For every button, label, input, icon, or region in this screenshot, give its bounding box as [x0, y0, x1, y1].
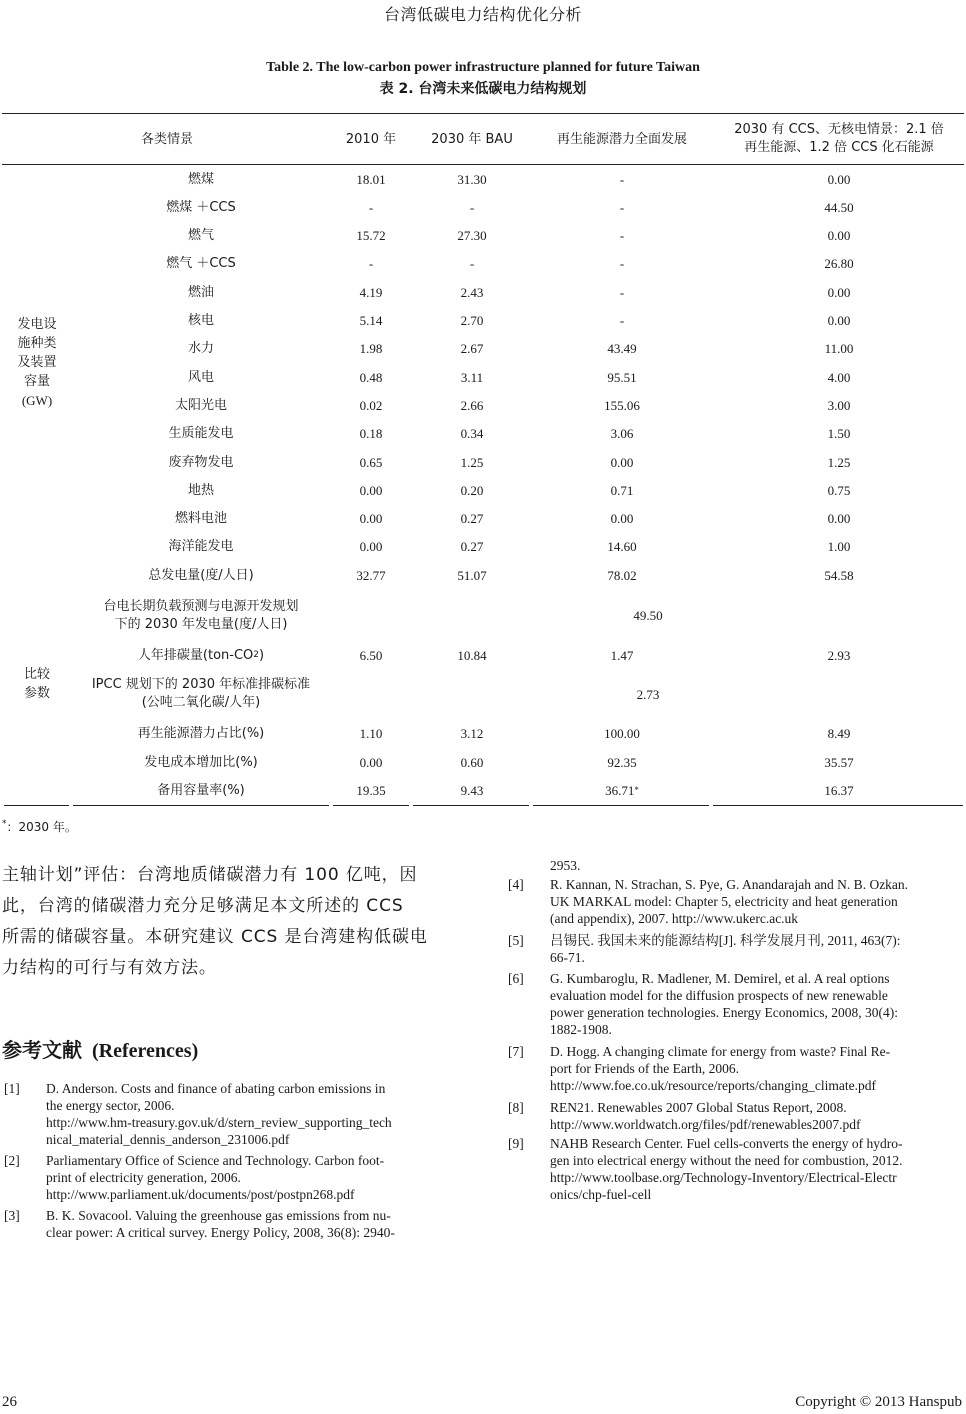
reference-text — [46, 1207, 395, 1241]
emission-label-close: ) — [259, 647, 265, 663]
row-ren: 14.60 — [607, 539, 637, 555]
row-label: 风电 — [187, 369, 214, 385]
row-ccs: 0.00 — [827, 228, 851, 244]
group-capacity-line: 容量 — [23, 373, 50, 389]
row-ccs: 11.00 — [824, 341, 854, 357]
reference-entry — [4, 1080, 464, 1148]
emission-bau: 10.84 — [457, 647, 487, 663]
taipower-label-line1: 台电长期负载预测与电源开发规划 — [103, 599, 299, 614]
ipcc-label — [72, 674, 330, 714]
table-top-rule — [2, 113, 964, 114]
row-ren: 155.06 — [604, 397, 640, 413]
reference-line: http://www.parliament.uk/documents/post/postpn268.pdf — [46, 1187, 355, 1202]
row-bau: 2.43 — [460, 284, 484, 300]
reference-entry — [508, 876, 966, 927]
cost-ren: 92.35 — [607, 754, 637, 770]
renew-share-bau: 3.12 — [460, 725, 484, 741]
reference-line: 1882-1908. — [550, 1022, 612, 1037]
row-ccs: 0.00 — [827, 171, 851, 187]
taipower-label-line2: 下的 2030 年发电量(度/人日) — [114, 617, 288, 632]
total-2010: 32.77 — [356, 567, 386, 583]
reserve-ren-mark: * — [634, 784, 639, 795]
row-ren: - — [619, 313, 625, 328]
reference-number: [4] — [508, 877, 524, 892]
reference-line: http://www.hm-treasury.gov.uk/d/stern_review_supporting_tech — [46, 1115, 392, 1130]
row-2010: - — [368, 256, 374, 272]
header-2010: 2010 年 — [345, 131, 397, 147]
row-ren: 95.51 — [607, 369, 637, 385]
row-label: 生质能发电 — [168, 426, 234, 442]
reference-line: nical_material_dennis_anderson_231006.pdf — [46, 1132, 290, 1147]
row-ren: 0.00 — [610, 511, 634, 527]
reference-text — [550, 876, 908, 927]
row-ccs: 1.00 — [827, 539, 851, 555]
row-label: 燃料电池 — [174, 511, 227, 527]
reference-number: [8] — [508, 1100, 524, 1115]
row-ren: - — [619, 256, 625, 272]
row-label: 废弃物发电 — [168, 454, 234, 470]
table-bottom-rule-f — [713, 805, 963, 806]
taipower-value: 49.50 — [633, 607, 663, 623]
reserve-ren — [532, 779, 712, 801]
row-ren: - — [619, 199, 625, 215]
reference-number: [7] — [508, 1044, 524, 1059]
row-ren: 3.06 — [610, 426, 634, 442]
group-capacity-line: (GW) — [21, 392, 53, 408]
references-heading-en: (References) — [92, 1040, 199, 1062]
reference-line: gen into electrical energy without the need for combustion, 2012. — [550, 1153, 903, 1168]
reference-text — [550, 1043, 890, 1094]
row-label: 燃煤 ＋CCS — [166, 199, 236, 215]
reference-line: power generation technologies. Energy Economics, 2008, 30(4): — [550, 1005, 899, 1020]
group-capacity-label — [2, 314, 72, 410]
body-line: 此，台湾的储碳潜力充分足够满足本文所述的 CCS — [2, 896, 404, 916]
reference-line: D. Anderson. Costs and finance of abating carbon emissions in — [46, 1081, 386, 1096]
table-bottom-rule-c — [333, 805, 409, 806]
reference-line: 66-71. — [550, 950, 585, 965]
row-2010: 15.72 — [356, 228, 386, 244]
row-bau: 31.30 — [457, 171, 487, 187]
reference-line: 吕锡民. 我国未来的能源结构[J]. 科学发展月刊, 2011, 463(7): — [550, 933, 901, 948]
reserve-2010: 19.35 — [356, 782, 386, 798]
reference-entry — [508, 1135, 966, 1203]
row-bau: 2.67 — [460, 341, 484, 357]
row-2010: 4.19 — [359, 284, 383, 300]
reference-line: G. Kumbaroglu, R. Madlener, M. Demirel, et al. A real options — [550, 971, 890, 986]
header-ccs-line2: 再生能源、1.2 倍 CCS 化石能源 — [744, 140, 934, 155]
row-label: 燃气 — [187, 228, 214, 244]
row-2010: 0.18 — [359, 426, 383, 442]
header-renewable: 再生能源潜力全面发展 — [556, 131, 687, 147]
reference-number: [2] — [4, 1153, 20, 1168]
emission-label — [72, 644, 330, 666]
row-label: 海洋能发电 — [168, 539, 234, 555]
row-ccs: 3.00 — [827, 397, 851, 413]
reference-line: print of electricity generation, 2006. — [46, 1170, 241, 1185]
reference-entry — [508, 1043, 966, 1094]
header-scenario: 各类情景 — [140, 131, 193, 147]
reference-number: [1] — [4, 1081, 20, 1096]
row-bau: 2.66 — [460, 397, 484, 413]
renew-share-label: 再生能源潜力占比(%) — [137, 725, 265, 741]
row-bau: 0.27 — [460, 511, 484, 527]
reference-text — [550, 932, 901, 966]
row-label: 太阳光电 — [174, 397, 227, 413]
ipcc-label-line1: IPCC 规划下的 2030 年标准排碳标准 — [91, 677, 311, 692]
row-2010: 0.00 — [359, 511, 383, 527]
row-2010: 0.00 — [359, 482, 383, 498]
reference-line: the energy sector, 2006. — [46, 1098, 175, 1113]
total-bau: 51.07 — [457, 567, 487, 583]
cost-ccs: 35.57 — [824, 754, 854, 770]
reference-line: onics/chp-fuel-cell — [550, 1187, 652, 1202]
row-bau: 27.30 — [457, 228, 487, 244]
row-2010: 0.65 — [359, 454, 383, 470]
row-2010: 0.48 — [359, 369, 383, 385]
copyright-notice: Copyright © 2013 Hanspub — [795, 1394, 962, 1410]
reference-number: [5] — [508, 933, 524, 948]
table-bottom-rule-b — [73, 805, 329, 806]
reserve-ren-value: 36.71 — [605, 782, 635, 798]
table-caption-cn: 表 2. 台湾未来低碳电力结构规划 — [379, 81, 587, 97]
table-header-rule — [2, 164, 964, 165]
row-ccs: 0.75 — [827, 482, 851, 498]
reference-line: B. K. Sovacool. Valuing the greenhouse gas emissions from nu- — [46, 1208, 391, 1223]
group-compare-label — [2, 664, 72, 704]
row-label: 核电 — [187, 313, 214, 328]
ipcc-label-line2: (公吨二氧化碳/人年) — [141, 695, 261, 710]
row-ccs: 26.80 — [824, 256, 854, 272]
total-ccs: 54.58 — [824, 567, 854, 583]
row-bau: - — [469, 256, 475, 272]
reference-continuation: 2953. — [550, 858, 581, 873]
reference-line: http://www.foe.co.uk/resource/reports/changing_climate.pdf — [550, 1078, 877, 1093]
renew-share-ccs: 8.49 — [827, 725, 851, 741]
reference-entry — [508, 932, 966, 966]
references-heading-cn: 参考文献 — [2, 1038, 82, 1062]
reference-entry — [4, 1152, 464, 1203]
row-2010: 18.01 — [356, 171, 386, 187]
row-bau: 0.20 — [460, 482, 484, 498]
reference-line: Parliamentary Office of Science and Technology. Carbon foot- — [46, 1153, 385, 1168]
reserve-bau: 9.43 — [460, 782, 484, 798]
reference-line: evaluation model for the diffusion prospects of new renewable — [550, 988, 888, 1003]
emission-label-main: 人年排碳量(ton-CO — [137, 647, 254, 663]
reference-line: (and appendix), 2007. http://www.ukerc.ac.uk — [550, 911, 799, 926]
running-header: 台湾低碳电力结构优化分析 — [383, 5, 582, 24]
table-caption-en: Table 2. The low-carbon power infrastructure planned for future Taiwan — [266, 60, 700, 75]
reference-line: port for Friends of the Earth, 2006. — [550, 1061, 739, 1076]
reference-entry — [4, 1207, 464, 1241]
row-ren: - — [619, 228, 625, 244]
emission-label-sub: 2 — [253, 649, 260, 660]
row-ccs: 1.50 — [827, 426, 851, 442]
group-compare-line: 参数 — [23, 686, 50, 701]
reserve-label: 备用容量率(%) — [157, 782, 245, 798]
row-ren: 43.49 — [607, 341, 637, 357]
row-ccs: 0.00 — [827, 313, 851, 328]
reference-entry — [508, 1099, 966, 1133]
row-ccs: 0.00 — [827, 284, 851, 300]
header-2030-bau: 2030 年 BAU — [431, 131, 513, 147]
reference-number: [9] — [508, 1136, 524, 1151]
header-ccs-line1: 2030 有 CCS、无核电情景：2.1 倍 — [734, 122, 944, 137]
reference-text — [550, 1099, 860, 1133]
reference-line: NAHB Research Center. Fuel cells-converts the energy of hydro- — [550, 1136, 903, 1151]
group-compare-line: 比较 — [23, 667, 50, 682]
row-2010: 0.00 — [359, 539, 383, 555]
row-ren: 0.71 — [610, 482, 634, 498]
row-ccs: 4.00 — [827, 369, 851, 385]
group-capacity-line: 发电设 — [17, 316, 57, 332]
reserve-ccs: 16.37 — [824, 782, 854, 798]
reference-text — [550, 970, 898, 1038]
emission-ccs: 2.93 — [827, 647, 851, 663]
references-heading — [2, 1034, 198, 1063]
cost-2010: 0.00 — [359, 754, 383, 770]
emission-2010: 6.50 — [359, 647, 383, 663]
row-label: 地热 — [187, 482, 214, 498]
table-bottom-rule-a — [4, 805, 69, 806]
body-line: 所需的储碳容量。本研究建议 CCS 是台湾建构低碳电 — [2, 927, 428, 947]
row-bau: 2.70 — [460, 313, 484, 328]
row-bau: 1.25 — [460, 454, 484, 470]
footnote-mark: * — [2, 819, 7, 829]
cost-bau: 0.60 — [460, 754, 484, 770]
reference-line: http://www.toolbase.org/Technology-Inventory/Electrical-Electr — [550, 1170, 897, 1185]
reference-line: D. Hogg. A changing climate for energy from waste? Final Re- — [550, 1044, 891, 1059]
body-line: 力结构的可行与有效方法。 — [2, 958, 217, 978]
row-ren: - — [619, 171, 625, 187]
total-label: 总发电量(度/人日) — [148, 567, 254, 583]
row-bau: - — [469, 199, 475, 215]
row-2010: - — [368, 199, 374, 215]
page-number: 26 — [2, 1394, 17, 1410]
row-ccs: 1.25 — [827, 454, 851, 470]
table-bottom-rule-d — [413, 805, 529, 806]
row-2010: 5.14 — [359, 313, 383, 328]
row-2010: 1.98 — [359, 341, 383, 357]
renew-share-2010: 1.10 — [359, 725, 383, 741]
row-ccs: 0.00 — [827, 511, 851, 527]
table-bottom-rule-e — [533, 805, 709, 806]
row-bau: 0.27 — [460, 539, 484, 555]
reference-line: UK MARKAL model: Chapter 5, electricity and heat generation — [550, 894, 898, 909]
row-label: 燃煤 — [187, 171, 214, 187]
reference-line: REN21. Renewables 2007 Global Status Report, 2008. — [550, 1100, 847, 1115]
reference-number: [3] — [4, 1208, 20, 1223]
reference-text — [46, 1080, 392, 1148]
row-label: 水力 — [187, 341, 214, 357]
body-line: 主轴计划”评估：台湾地质储碳潜力有 100 亿吨，因 — [2, 865, 418, 885]
footnote-text: ：2030 年。 — [6, 820, 77, 834]
row-label: 燃油 — [187, 284, 214, 300]
row-ccs: 44.50 — [824, 199, 854, 215]
ipcc-value: 2.73 — [636, 686, 660, 702]
row-ren: 0.00 — [610, 454, 634, 470]
row-label: 燃气 ＋CCS — [166, 256, 236, 272]
row-ren: - — [619, 284, 625, 300]
table-footnote — [2, 818, 77, 835]
reference-text — [550, 1135, 903, 1203]
total-ren: 78.02 — [607, 567, 637, 583]
body-paragraph — [2, 860, 460, 984]
emission-ren: 1.47 — [610, 647, 634, 663]
reference-number: [6] — [508, 971, 524, 986]
group-capacity-line: 及装置 — [17, 354, 57, 370]
group-capacity-line: 施种类 — [17, 335, 57, 351]
renew-share-ren: 100.00 — [604, 725, 640, 741]
row-bau: 0.34 — [460, 426, 484, 442]
row-2010: 0.02 — [359, 397, 383, 413]
cost-label: 发电成本增加比(%) — [144, 754, 258, 770]
taipower-label — [72, 596, 330, 636]
header-ccs — [712, 118, 966, 160]
reference-line: http://www.worldwatch.org/files/pdf/renewables2007.pdf — [550, 1117, 861, 1132]
reference-entry — [508, 970, 966, 1038]
reference-line: clear power: A critical survey. Energy Policy, 2008, 36(8): 2940- — [46, 1225, 395, 1240]
reference-text — [46, 1152, 384, 1203]
row-bau: 3.11 — [460, 369, 484, 385]
reference-line: R. Kannan, N. Strachan, S. Pye, G. Anandarajah and N. B. Ozkan. — [550, 877, 909, 892]
